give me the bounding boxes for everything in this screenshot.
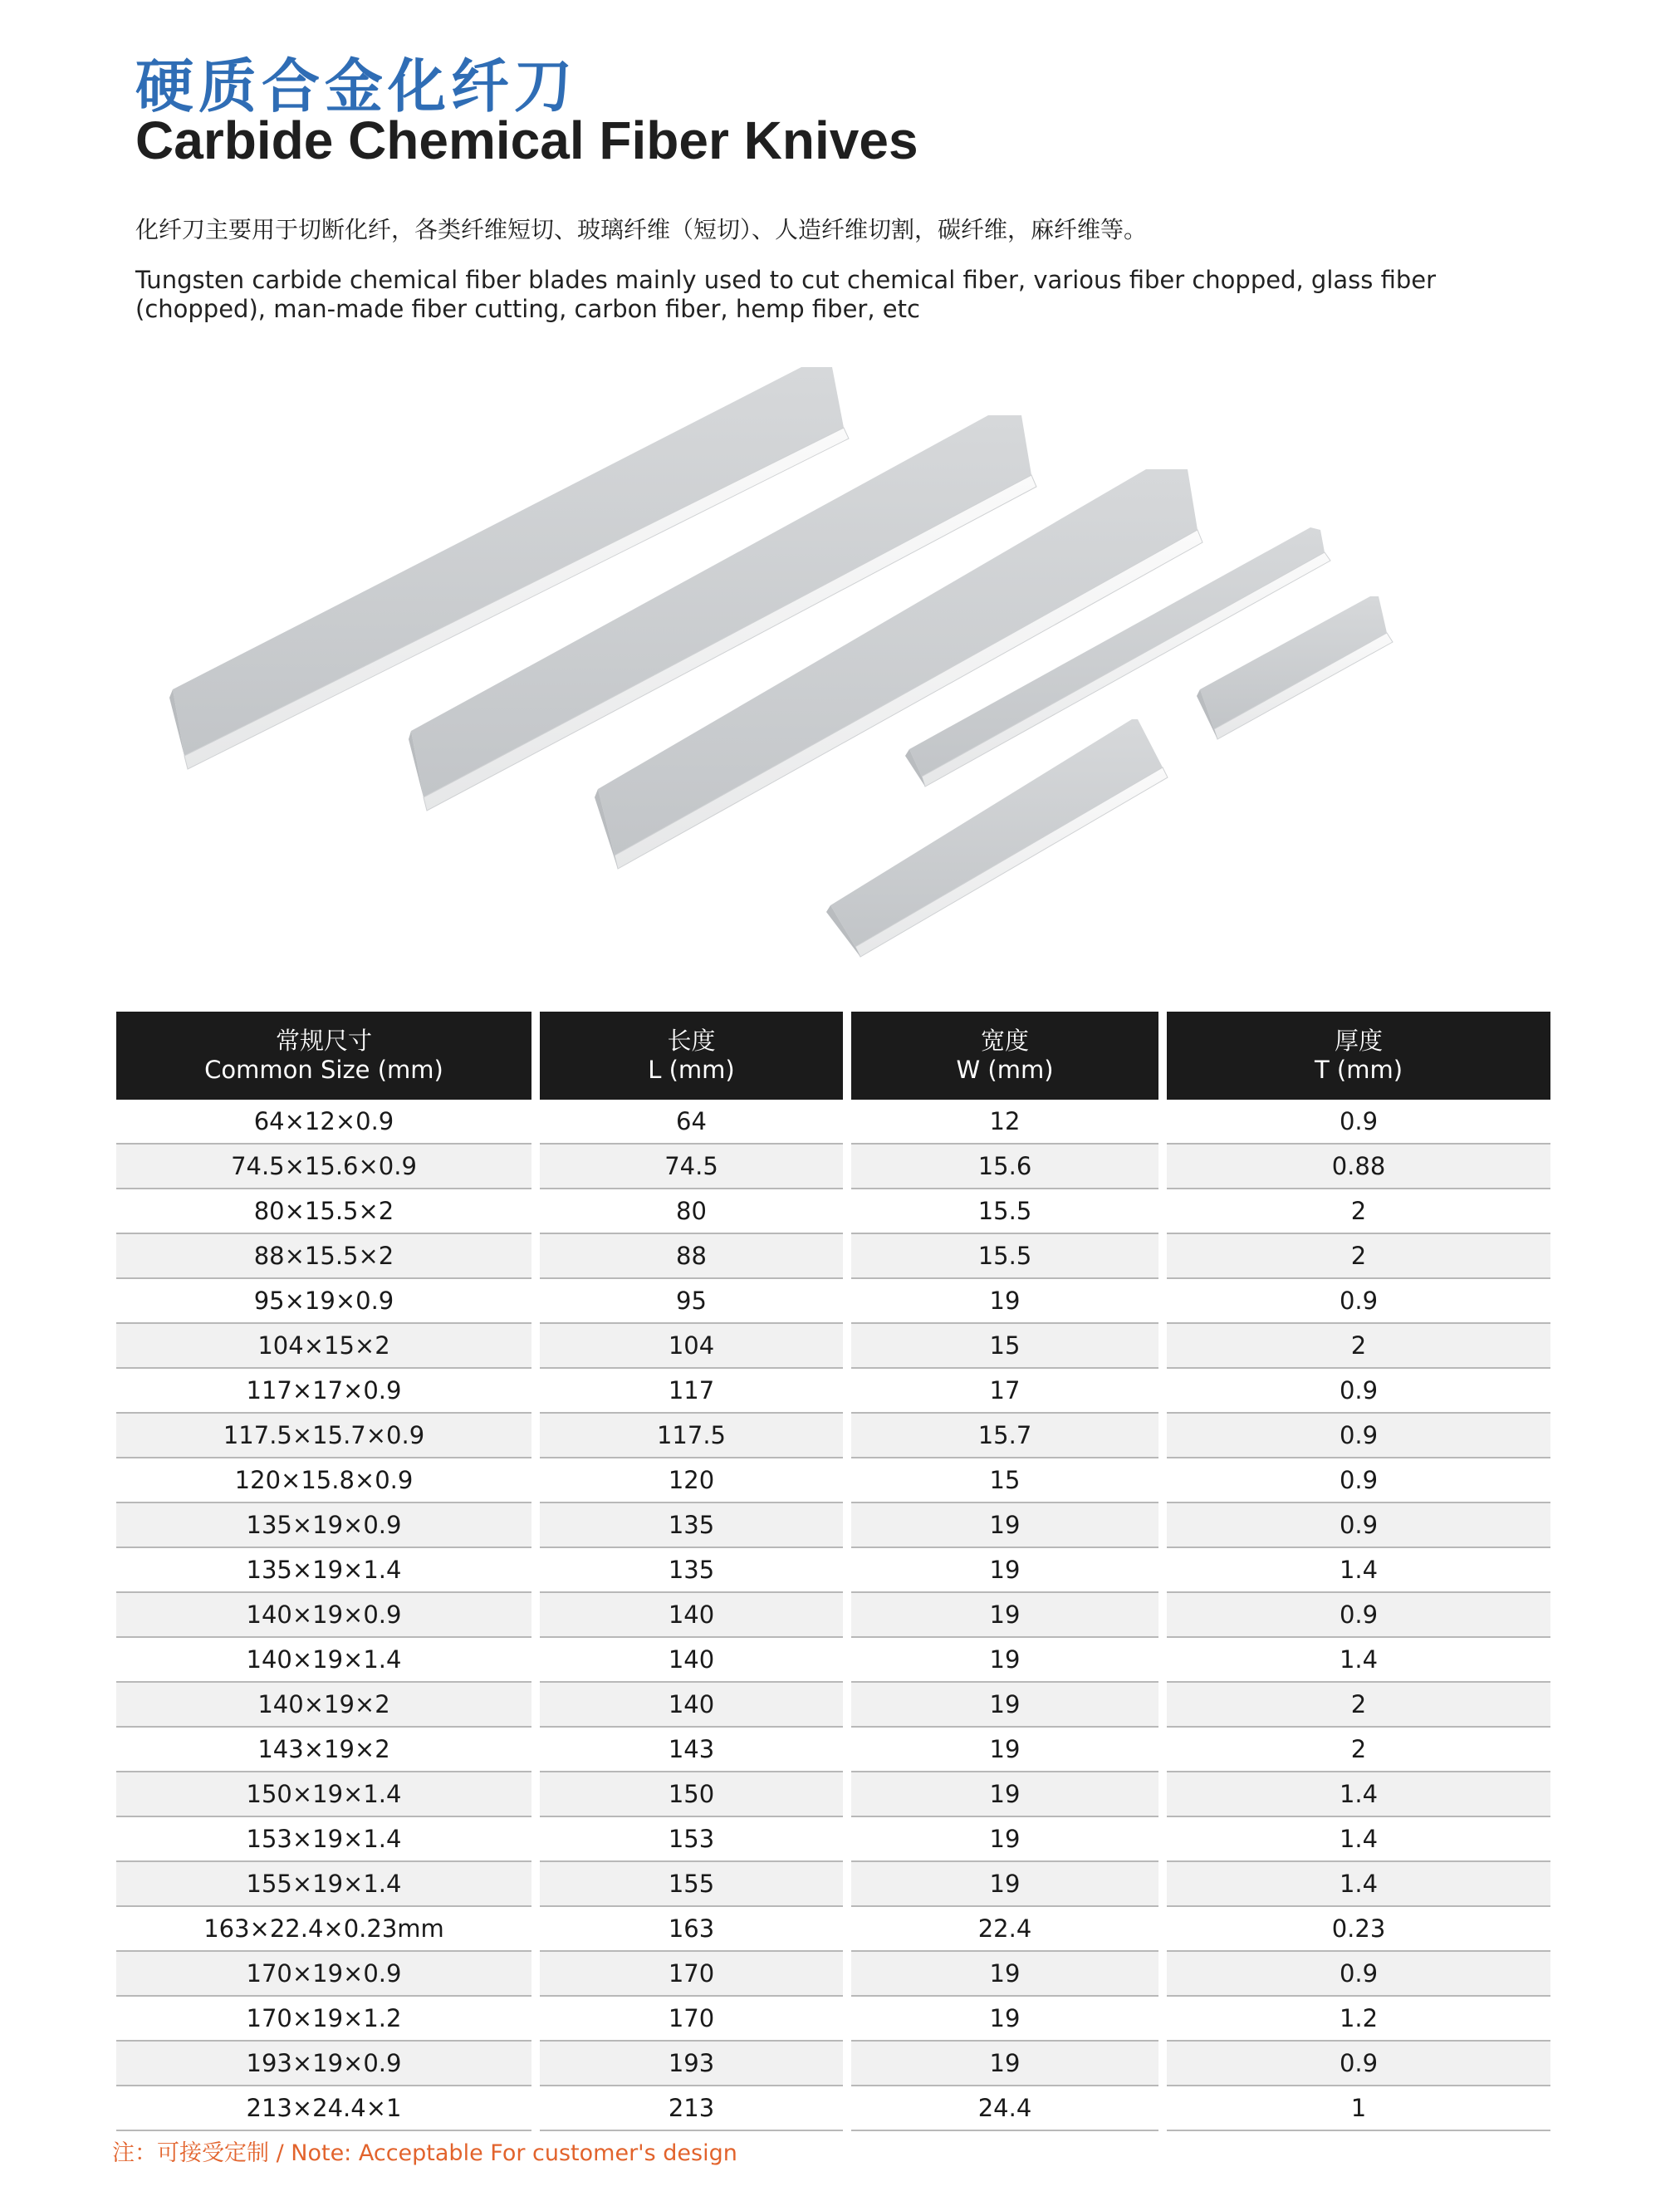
cell-thickness: 0.23 <box>1167 1907 1550 1952</box>
cell-thickness: 0.9 <box>1167 1279 1550 1324</box>
cell-length: 95 <box>540 1279 843 1324</box>
cell-length: 163 <box>540 1907 843 1952</box>
cell-width: 19 <box>851 1683 1158 1728</box>
cell-length: 153 <box>540 1817 843 1862</box>
cell-thickness: 1.4 <box>1167 1638 1550 1683</box>
cell-length: 143 <box>540 1728 843 1772</box>
header-length-en: L (mm) <box>648 1056 735 1084</box>
cell-common-size: 140×19×2 <box>116 1683 531 1728</box>
cell-length: 170 <box>540 1952 843 1997</box>
cell-common-size: 95×19×0.9 <box>116 1279 531 1324</box>
cell-common-size: 120×15.8×0.9 <box>116 1458 531 1503</box>
knife-6-icon <box>826 719 1168 957</box>
cell-common-size: 135×19×0.9 <box>116 1503 531 1548</box>
cell-length: 117.5 <box>540 1414 843 1458</box>
cell-length: 213 <box>540 2086 843 2131</box>
customization-note <box>112 2135 737 2167</box>
cell-common-size: 213×24.4×1 <box>116 2086 531 2131</box>
table-row <box>116 1907 1550 1952</box>
cell-thickness: 1.4 <box>1167 1817 1550 1862</box>
cell-width: 12 <box>851 1100 1158 1145</box>
cell-length: 140 <box>540 1638 843 1683</box>
cell-width: 19 <box>851 1862 1158 1907</box>
cell-width: 15.7 <box>851 1414 1158 1458</box>
cell-length: 193 <box>540 2042 843 2086</box>
cell-length: 135 <box>540 1503 843 1548</box>
cell-length: 117 <box>540 1369 843 1414</box>
cell-thickness: 0.9 <box>1167 1952 1550 1997</box>
table-row <box>116 1324 1550 1369</box>
cell-width: 22.4 <box>851 1907 1158 1952</box>
table-body <box>116 1100 1550 2131</box>
table-row <box>116 1593 1550 1638</box>
description-cn: 化纤刀主要用于切断化纤，各类纤维短切、玻璃纤维（短切）、人造纤维切割，碳纤维，麻纤维等。 <box>135 216 1148 243</box>
cell-thickness: 1 <box>1167 2086 1550 2131</box>
cell-thickness: 1.4 <box>1167 1772 1550 1817</box>
header-width <box>851 1012 1158 1100</box>
cell-thickness: 2 <box>1167 1324 1550 1369</box>
cell-length: 150 <box>540 1772 843 1817</box>
table-row <box>116 1234 1550 1279</box>
cell-common-size: 135×19×1.4 <box>116 1548 531 1593</box>
cell-length: 140 <box>540 1683 843 1728</box>
table-row <box>116 1772 1550 1817</box>
page-title-en: Carbide Chemical Fiber Knives <box>135 110 918 170</box>
cell-common-size: 88×15.5×2 <box>116 1234 531 1279</box>
cell-thickness: 0.9 <box>1167 1414 1550 1458</box>
cell-common-size: 150×19×1.4 <box>116 1772 531 1817</box>
cell-length: 64 <box>540 1100 843 1145</box>
cell-thickness: 0.9 <box>1167 1458 1550 1503</box>
cell-length: 170 <box>540 1997 843 2042</box>
spec-table <box>108 1012 1559 2131</box>
header-thickness-en: T (mm) <box>1314 1056 1403 1084</box>
cell-width: 19 <box>851 1638 1158 1683</box>
cell-length: 80 <box>540 1189 843 1234</box>
cell-common-size: 153×19×1.4 <box>116 1817 531 1862</box>
cell-common-size: 143×19×2 <box>116 1728 531 1772</box>
cell-length: 74.5 <box>540 1145 843 1189</box>
cell-width: 19 <box>851 1728 1158 1772</box>
cell-thickness: 0.9 <box>1167 1369 1550 1414</box>
header-width-en: W (mm) <box>956 1056 1054 1084</box>
carbide-knives-image <box>149 341 1428 972</box>
cell-thickness: 2 <box>1167 1234 1550 1279</box>
cell-width: 15 <box>851 1324 1158 1369</box>
cell-width: 19 <box>851 1593 1158 1638</box>
cell-common-size: 140×19×0.9 <box>116 1593 531 1638</box>
cell-length: 88 <box>540 1234 843 1279</box>
header-width-cn: 宽度 <box>980 1027 1029 1055</box>
cell-length: 104 <box>540 1324 843 1369</box>
cell-width: 15.6 <box>851 1145 1158 1189</box>
cell-width: 19 <box>851 1279 1158 1324</box>
page-title-cn: 硬质合金化纤刀 <box>135 52 577 120</box>
cell-thickness: 1.4 <box>1167 1862 1550 1907</box>
cell-common-size: 74.5×15.6×0.9 <box>116 1145 531 1189</box>
header-thickness <box>1167 1012 1550 1100</box>
cell-common-size: 64×12×0.9 <box>116 1100 531 1145</box>
table-header-row <box>116 1012 1550 1100</box>
table-row <box>116 1728 1550 1772</box>
cell-width: 17 <box>851 1369 1158 1414</box>
description-en: Tungsten carbide chemical fiber blades mainly used to cut chemical fiber, various fiber chopped, glass fiber (chopped), man-made fiber cutting, carbon fiber, hemp fiber, etc <box>135 266 1437 323</box>
cell-common-size: 80×15.5×2 <box>116 1189 531 1234</box>
table-row <box>116 1638 1550 1683</box>
table-row <box>116 1414 1550 1458</box>
cell-width: 15.5 <box>851 1189 1158 1234</box>
table-row <box>116 1503 1550 1548</box>
cell-width: 19 <box>851 1997 1158 2042</box>
table-row <box>116 1862 1550 1907</box>
cell-common-size: 155×19×1.4 <box>116 1862 531 1907</box>
header-common-size-en: Common Size (mm) <box>204 1056 443 1084</box>
cell-thickness: 2 <box>1167 1189 1550 1234</box>
cell-thickness: 0.9 <box>1167 1503 1550 1548</box>
header-common-size-cn: 常规尺寸 <box>275 1027 372 1055</box>
cell-width: 15 <box>851 1458 1158 1503</box>
cell-thickness: 0.9 <box>1167 1593 1550 1638</box>
cell-thickness: 0.9 <box>1167 1100 1550 1145</box>
cell-common-size: 170×19×1.2 <box>116 1997 531 2042</box>
header-common-size <box>116 1012 531 1100</box>
header-length-cn: 长度 <box>667 1027 716 1055</box>
cell-common-size: 163×22.4×0.23mm <box>116 1907 531 1952</box>
cell-common-size: 170×19×0.9 <box>116 1952 531 1997</box>
cell-thickness: 0.88 <box>1167 1145 1550 1189</box>
cell-thickness: 2 <box>1167 1683 1550 1728</box>
table-row <box>116 1145 1550 1189</box>
cell-common-size: 104×15×2 <box>116 1324 531 1369</box>
cell-common-size: 193×19×0.9 <box>116 2042 531 2086</box>
table-row <box>116 1458 1550 1503</box>
table-row <box>116 1189 1550 1234</box>
note-cn: 注：可接受定制 <box>112 2140 269 2166</box>
header-thickness-cn: 厚度 <box>1334 1027 1383 1055</box>
cell-width: 19 <box>851 1952 1158 1997</box>
cell-thickness: 2 <box>1167 1728 1550 1772</box>
cell-length: 155 <box>540 1862 843 1907</box>
cell-thickness: 0.9 <box>1167 2042 1550 2086</box>
table-row <box>116 1100 1550 1145</box>
cell-common-size: 140×19×1.4 <box>116 1638 531 1683</box>
table-row <box>116 1369 1550 1414</box>
cell-thickness: 1.2 <box>1167 1997 1550 2042</box>
table-row <box>116 2042 1550 2086</box>
cell-thickness: 1.4 <box>1167 1548 1550 1593</box>
cell-length: 140 <box>540 1593 843 1638</box>
cell-common-size: 117×17×0.9 <box>116 1369 531 1414</box>
table-row <box>116 1683 1550 1728</box>
cell-width: 19 <box>851 1772 1158 1817</box>
cell-width: 15.5 <box>851 1234 1158 1279</box>
note-en: / Note: Acceptable For customer's design <box>276 2140 737 2166</box>
cell-width: 19 <box>851 1548 1158 1593</box>
cell-common-size: 117.5×15.7×0.9 <box>116 1414 531 1458</box>
cell-length: 135 <box>540 1548 843 1593</box>
cell-width: 19 <box>851 1503 1158 1548</box>
table-row <box>116 1817 1550 1862</box>
table-row <box>116 1952 1550 1997</box>
header-length <box>540 1012 843 1100</box>
cell-width: 24.4 <box>851 2086 1158 2131</box>
table-row <box>116 1997 1550 2042</box>
cell-width: 19 <box>851 1817 1158 1862</box>
cell-length: 120 <box>540 1458 843 1503</box>
cell-width: 19 <box>851 2042 1158 2086</box>
table-row <box>116 1548 1550 1593</box>
table-row <box>116 1279 1550 1324</box>
table-row <box>116 2086 1550 2131</box>
